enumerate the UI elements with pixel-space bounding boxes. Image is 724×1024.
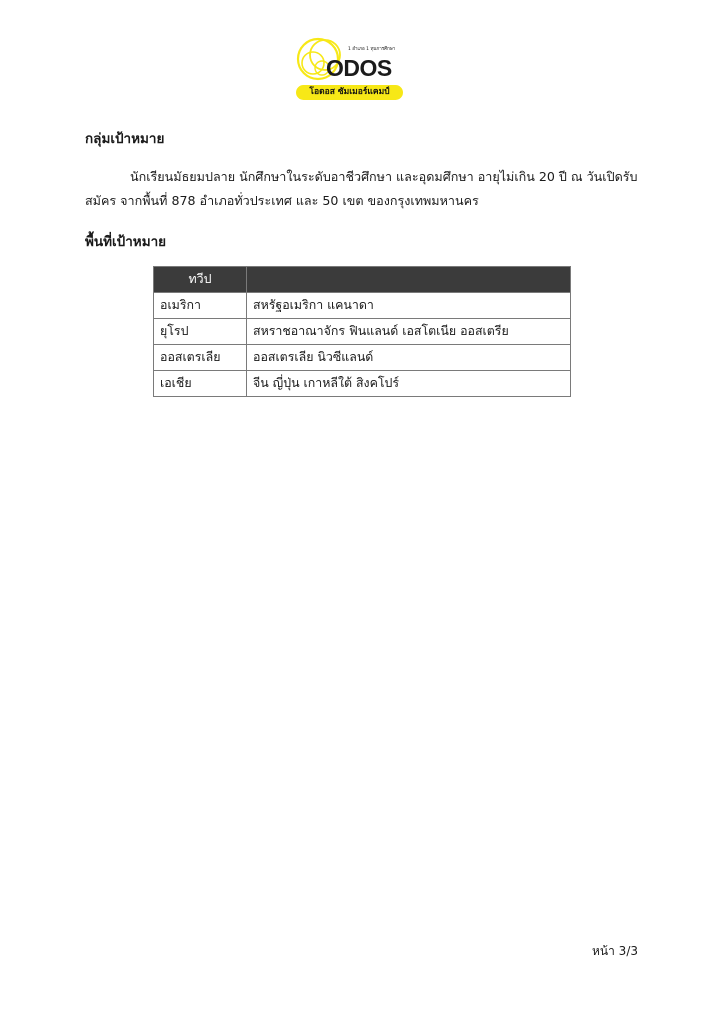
odos-logo bbox=[292, 33, 407, 103]
continent-cell: เอเชีย bbox=[154, 371, 247, 397]
target-group-paragraph bbox=[85, 165, 638, 213]
table-row bbox=[154, 371, 571, 397]
table-row bbox=[154, 345, 571, 371]
target-area-heading: พื้นที่เป้าหมาย bbox=[85, 234, 167, 250]
continent-cell: ออสเตรเลีย bbox=[154, 345, 247, 371]
logo-subtitle-badge: โอดอส ซัมเมอร์แคมป์ bbox=[296, 85, 403, 100]
logo-wordmark: ODOS bbox=[326, 55, 392, 81]
countries-cell: สหราชอาณาจักร ฟินแลนด์ เอสโตเนีย ออสเตรีย bbox=[247, 319, 571, 345]
continent-cell: อเมริกา bbox=[154, 293, 247, 319]
continent-cell: ยุโรป bbox=[154, 319, 247, 345]
paragraph-line-2: สมัคร จากพื้นที่ 878 อำเภอทั่วประเทศ และ 50 เขต ของกรุงเทพมหานคร bbox=[85, 193, 479, 208]
page-number: หน้า 3/3 bbox=[592, 944, 638, 958]
table-row bbox=[154, 319, 571, 345]
target-group-heading: กลุ่มเป้าหมาย bbox=[85, 131, 165, 147]
countries-cell: ออสเตรเลีย นิวซีแลนด์ bbox=[247, 345, 571, 371]
table-header-row bbox=[154, 267, 571, 293]
table-row bbox=[154, 293, 571, 319]
paragraph-line-1: นักเรียนมัธยมปลาย นักศึกษาในระดับอาชีวศึกษา และอุดมศึกษา อายุไม่เกิน 20 ปี ณ วันเปิดรับ bbox=[130, 169, 638, 184]
countries-column-header bbox=[247, 267, 571, 293]
regions-table bbox=[153, 266, 571, 397]
countries-cell: สหรัฐอเมริกา แคนาดา bbox=[247, 293, 571, 319]
countries-cell: จีน ญี่ปุ่น เกาหลีใต้ สิงคโปร์ bbox=[247, 371, 571, 397]
continent-column-header: ทวีป bbox=[154, 267, 247, 293]
logo-tagline: 1 อำเภอ 1 ทุนการศึกษา bbox=[348, 47, 396, 52]
